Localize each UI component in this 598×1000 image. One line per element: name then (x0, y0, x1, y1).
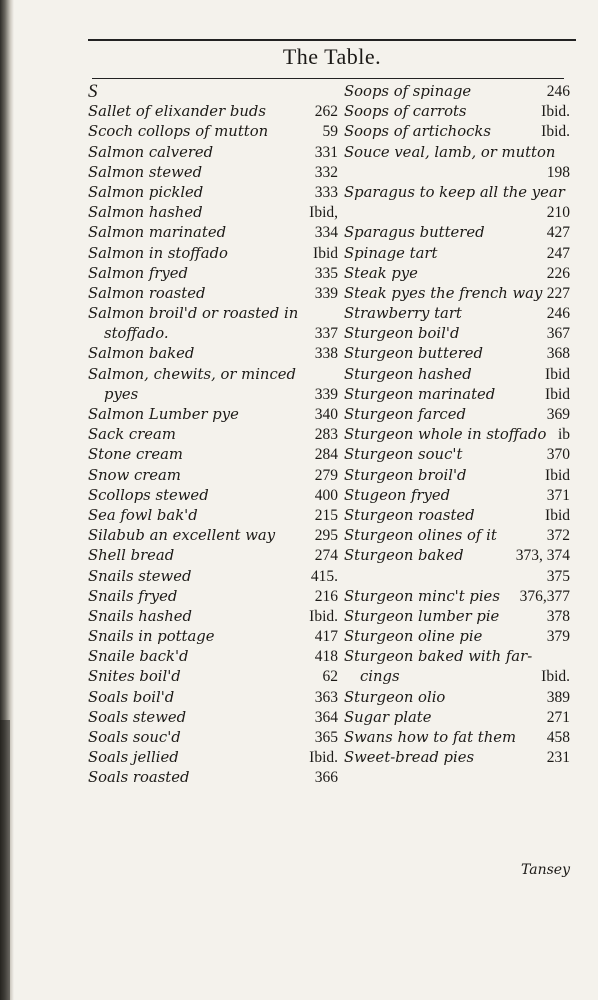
entry-page: 338 (314, 345, 338, 363)
entry-page: 364 (314, 708, 338, 726)
entry-text: Sturgeon broil'd (344, 466, 467, 484)
entry-page: 334 (314, 224, 338, 242)
index-entry (344, 728, 570, 748)
entry-text: Shell bread (88, 547, 175, 565)
index-entry (344, 264, 570, 284)
entry-text: Salmon calvered (88, 143, 214, 161)
entry-text: Sturgeon hashed (344, 365, 472, 383)
page-edge-shadow (0, 720, 10, 1000)
index-entry (88, 385, 338, 405)
index-entry (344, 526, 570, 546)
index-entry (344, 244, 570, 264)
index-entry (88, 647, 338, 667)
entry-page: Ibid (545, 385, 570, 403)
entry-page: 363 (314, 688, 338, 706)
entry-page: 339 (314, 385, 338, 403)
index-entry (88, 344, 338, 364)
entry-text: Soals boil'd (88, 688, 175, 706)
title-rule (92, 78, 564, 79)
entry-page: 389 (546, 688, 570, 706)
entry-page: 246 (546, 305, 570, 323)
entry-page: 372 (546, 527, 570, 545)
entry-page: Ibid (545, 365, 570, 383)
entry-text: Snails hashed (88, 607, 192, 625)
entry-page: 295 (314, 527, 338, 545)
index-entry (88, 567, 338, 587)
entry-page: 279 (314, 466, 338, 484)
entry-text: cings (360, 668, 400, 686)
index-entry (88, 506, 338, 526)
entry-text: Sturgeon marinated (344, 385, 496, 403)
index-entry (344, 365, 570, 385)
entry-page: 340 (314, 406, 338, 423)
entry-page: Ibid (545, 506, 570, 524)
entry-text: Soals jellied (88, 749, 179, 767)
entry-text: Salmon marinated (88, 224, 227, 242)
entry-text: pyes (104, 385, 139, 403)
entry-text: Salmon roasted (88, 284, 206, 302)
index-entry (344, 546, 570, 566)
entry-page: 210 (546, 204, 570, 222)
index-entry (88, 546, 338, 566)
entry-text: Steak pyes the french way (344, 284, 543, 302)
index-entry (344, 627, 570, 647)
entry-page: 375 (546, 567, 570, 585)
entry-text: Snow cream (88, 466, 181, 484)
entry-page: 417 (314, 628, 338, 646)
entry-page: 332 (314, 163, 338, 181)
entry-text: Sturgeon lumber pie (344, 607, 500, 625)
entry-text: Snails fryed (88, 587, 178, 605)
entry-page: 458 (546, 729, 570, 746)
entry-text: Salmon broil'd or roasted in (88, 305, 299, 323)
index-entry (88, 768, 338, 788)
entry-page: 400 (314, 486, 338, 504)
entry-page: 198 (546, 163, 570, 181)
index-entry (88, 102, 338, 122)
section-letter: S (88, 81, 98, 102)
index-entry (344, 203, 570, 223)
entry-page: 335 (314, 264, 338, 282)
entry-page: Ibid. (309, 749, 338, 767)
index-entry (88, 486, 338, 506)
index-entry (88, 425, 338, 445)
index-entry (88, 708, 338, 728)
index-entry (88, 627, 338, 647)
index-entry (344, 304, 570, 324)
entry-text: Scollops stewed (88, 486, 209, 504)
entry-page: 262 (314, 103, 338, 121)
faint-bleed-through (92, 862, 202, 870)
index-entry (344, 102, 570, 122)
index-entry (88, 163, 338, 183)
index-entry (88, 688, 338, 708)
entry-text: Sturgeon oline pie (344, 628, 483, 646)
entry-page: 366 (314, 769, 338, 787)
entry-page: 373, 374 (515, 547, 570, 565)
entry-text: Sack cream (88, 426, 176, 444)
entry-text: Sturgeon buttered (344, 345, 484, 363)
entry-text: Sturgeon whole in stoffado (344, 426, 547, 444)
index-entry (88, 587, 338, 607)
entry-text: Sweet-bread pies (344, 749, 475, 767)
right-entry-list (344, 82, 570, 768)
entry-text: Spinage tart (344, 244, 438, 262)
index-entry (88, 445, 338, 465)
entry-text: Snaile back'd (88, 648, 189, 666)
entry-page: 368 (546, 345, 570, 363)
entry-text: Steak pye (344, 264, 418, 282)
index-entry (344, 688, 570, 708)
entry-text: Salmon fryed (88, 264, 189, 282)
entry-text: Sallet of elixander buds (88, 103, 266, 121)
index-entry (344, 425, 570, 445)
index-entry (344, 183, 570, 203)
entry-page: 226 (546, 264, 570, 282)
entry-page: 215 (314, 506, 338, 524)
entry-text: Sturgeon souc't (344, 446, 463, 464)
entry-page: 246 (546, 83, 570, 100)
index-entry (344, 405, 570, 425)
entry-text: Soals souc'd (88, 729, 181, 746)
entry-text: Souce veal, lamb, or mutton (344, 143, 556, 161)
entry-text: Sturgeon roasted (344, 506, 475, 524)
index-entry (344, 122, 570, 142)
entry-page: 216 (314, 587, 338, 605)
index-entry (88, 122, 338, 142)
entry-text: Salmon baked (88, 345, 195, 363)
entry-page: 274 (314, 547, 338, 565)
entry-page: 339 (314, 284, 338, 302)
entry-page: 415. (310, 567, 338, 585)
index-entry (344, 385, 570, 405)
entry-text: Salmon in stoffado (88, 244, 228, 262)
left-column (88, 82, 338, 789)
index-entry (88, 748, 338, 768)
entry-page: 59 (322, 123, 338, 141)
entry-page: ib (557, 426, 570, 444)
index-entry (88, 304, 338, 324)
entry-text: Salmon Lumber pye (88, 406, 239, 423)
entry-page: 333 (314, 183, 338, 201)
entry-text: Stugeon fryed (344, 486, 451, 504)
index-entry (344, 506, 570, 526)
entry-page: 427 (546, 224, 570, 242)
entry-page: 271 (546, 708, 570, 726)
right-column (344, 82, 570, 768)
entry-page: 62 (322, 668, 338, 686)
index-entry (88, 203, 338, 223)
index-entry (344, 466, 570, 486)
top-rule (88, 39, 576, 41)
index-entry (88, 405, 338, 425)
entry-text: Salmon hashed (88, 204, 203, 222)
entry-page: 331 (314, 143, 338, 161)
entry-page: Ibid (545, 466, 570, 484)
index-entry (88, 143, 338, 163)
entry-text: Stone cream (88, 446, 183, 464)
index-entry (344, 324, 570, 344)
entry-text: Salmon stewed (88, 163, 203, 181)
page-title: The Table. (282, 44, 382, 69)
index-entry (88, 466, 338, 486)
index-entry (344, 344, 570, 364)
index-entry (344, 667, 570, 687)
entry-page: 283 (314, 426, 338, 444)
index-entry (344, 708, 570, 728)
index-entry (88, 607, 338, 627)
entry-text: Strawberry tart (344, 305, 462, 323)
entry-page: Ibid (313, 244, 338, 262)
entry-page: Ibid. (541, 103, 570, 121)
entry-text: Sugar plate (344, 708, 432, 726)
entry-page: 369 (546, 406, 570, 423)
entry-page: 284 (314, 446, 338, 464)
entry-text: Sturgeon farced (344, 406, 466, 423)
index-entry (344, 445, 570, 465)
entry-text: Soops of artichocks (344, 123, 491, 141)
entry-text: Soals roasted (88, 769, 190, 787)
index-entry (344, 284, 570, 304)
entry-page: 378 (546, 607, 570, 625)
index-entry (88, 244, 338, 264)
left-entry-list (88, 102, 338, 788)
entry-page: 247 (546, 244, 570, 262)
entry-page: 231 (546, 749, 570, 767)
entry-text: Salmon, chewits, or minced (88, 365, 296, 383)
entry-text: Sparagus to keep all the year (344, 183, 565, 201)
entry-text: Silabub an excellent way (88, 527, 276, 545)
entry-page: 376,377 (519, 587, 570, 605)
entry-text: Sturgeon boil'd (344, 325, 460, 343)
entry-page: 418 (314, 648, 338, 666)
index-entry (344, 748, 570, 768)
index-entry (344, 223, 570, 243)
entry-page: 337 (314, 325, 338, 343)
index-entry (344, 163, 570, 183)
entry-text: Scoch collops of mutton (88, 123, 269, 141)
entry-text: stoffado. (104, 325, 169, 343)
index-entry (88, 264, 338, 284)
entry-page: Ibid. (541, 123, 570, 141)
entry-text: Sturgeon baked with far- (344, 648, 533, 666)
entry-text: Soops of carrots (344, 103, 467, 121)
entry-text: Salmon pickled (88, 183, 204, 201)
index-entry (344, 82, 570, 102)
entry-page: 367 (546, 325, 570, 343)
entry-page: 379 (546, 628, 570, 646)
index-entry (88, 728, 338, 748)
entry-text: Snails stewed (88, 567, 192, 585)
index-entry (344, 607, 570, 627)
entry-text: Snites boil'd (88, 668, 181, 686)
index-entry (88, 284, 338, 304)
index-entry (88, 365, 338, 385)
entry-page: Ibid, (309, 204, 338, 222)
entry-text: Sturgeon olines of it (344, 527, 497, 545)
entry-page: Ibid. (309, 607, 338, 625)
index-entry (344, 567, 570, 587)
entry-page: 370 (546, 446, 570, 464)
entry-text: Sea fowl bak'd (88, 506, 198, 524)
entry-text: Sparagus buttered (344, 224, 485, 242)
index-entry (88, 667, 338, 687)
index-entry (344, 647, 570, 667)
entry-text: Sturgeon minc't pies (344, 587, 500, 605)
index-entry (344, 587, 570, 607)
entry-page: 365 (314, 729, 338, 746)
index-entry (88, 183, 338, 203)
entry-text: Soops of spinage (344, 83, 472, 100)
entry-page: 227 (546, 284, 570, 302)
entry-text: Sturgeon olio (344, 688, 446, 706)
entry-page: Ibid. (541, 668, 570, 686)
index-entry (88, 223, 338, 243)
entry-text: Soals stewed (88, 708, 187, 726)
catchword: Tansey (521, 862, 570, 878)
index-entry (88, 324, 338, 344)
entry-page: 371 (546, 486, 570, 504)
entry-text: Snails in pottage (88, 628, 215, 646)
index-entry (344, 143, 570, 163)
index-entry (344, 486, 570, 506)
entry-text: Sturgeon baked (344, 547, 464, 565)
entry-text: Swans how to fat them (344, 729, 517, 746)
index-entry (88, 526, 338, 546)
